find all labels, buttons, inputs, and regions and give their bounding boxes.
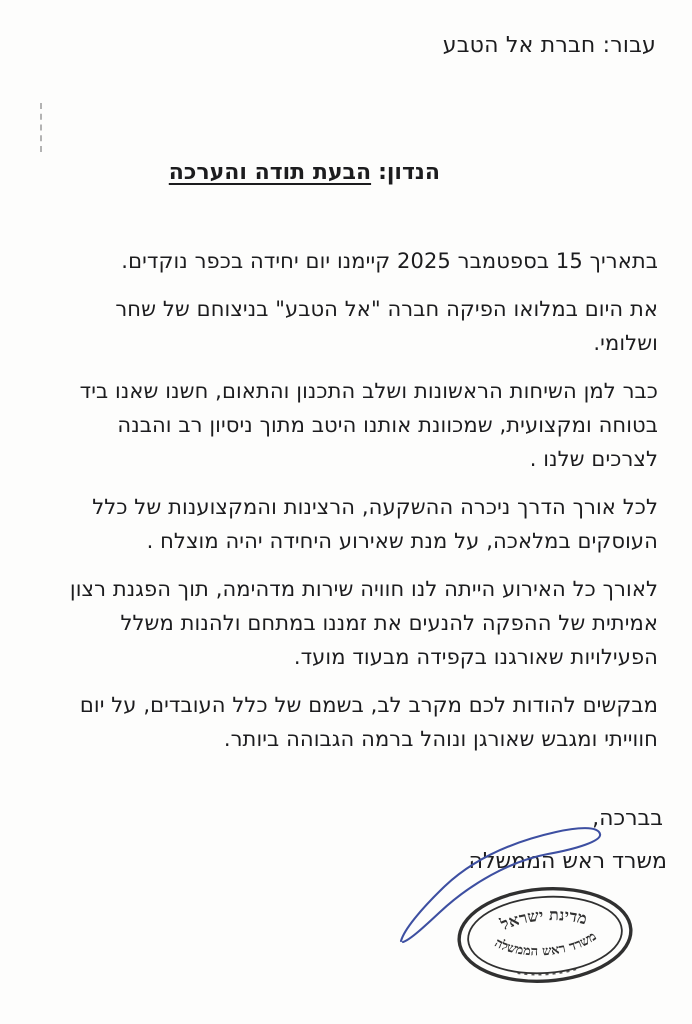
recipient-line: עבור: חברת אל הטבע	[442, 33, 656, 58]
subject-line	[169, 160, 440, 185]
scan-artifact-line	[40, 103, 42, 152]
sender-name: משרד ראש הממשלה	[468, 849, 667, 874]
subject-label: הנדון:	[378, 160, 440, 185]
stamp-top-text: מדינת ישראל	[497, 905, 590, 934]
letter-paragraph-6: מבקשים להודות לכם מקרב לב, בשמם של כלל העובדים, על יום חווייתי ומגבש שאורגן ונוהל ברמה הגבוהה ביותר.	[79, 693, 658, 751]
stamp-outer-ring	[456, 883, 634, 987]
letter-paragraph-5: לאורך כל האירוע הייתה לנו חוויה שירות מדהימה, תוך הפגנת רצון אמיתית של ההפקה להנעים את זמננו במתחם ולהנות משלל הפעילויות שאורגנו בקפידה מבעוד מועד.	[69, 577, 658, 669]
stamp-bottom-text: משרד ראש הממשלה	[491, 929, 600, 960]
letter-paragraph-3: כבר למן השיחות הראשונות ושלב התכנון והתאום, חשנו שאנו ביד בטוחה ומקצועית, שמכוונת אותנו היטב מתוך ניסיון רב והבנה לצרכים שלנו .	[79, 379, 658, 471]
stamp-top-text-holder	[496, 902, 590, 934]
letter-paragraph-4: לכל אורך הדרך ניכרה ההשקעה, הרצינות והמקצוענות של כלל העוסקים במלאכה, על מנת שאירוע היחידה יהיה מוצלח .	[92, 495, 658, 553]
letter-body	[60, 244, 658, 770]
closing-salutation: בברכה,	[592, 806, 663, 831]
stamp-inner-ring	[466, 892, 625, 979]
stamp-bottom-text-holder	[491, 929, 601, 963]
subject-title: הבעת תודה והערכה	[168, 160, 372, 185]
letter-paragraph-1: בתאריך 15 בספטמבר 2025 קיימנו יום יחידה בכפר נוקדים.	[121, 249, 658, 273]
official-stamp	[452, 879, 639, 991]
letter-paragraph-2: את היום במלואו הפיקה חברה "אל הטבע" בניצוחם של שחר ושלומי.	[115, 297, 658, 355]
